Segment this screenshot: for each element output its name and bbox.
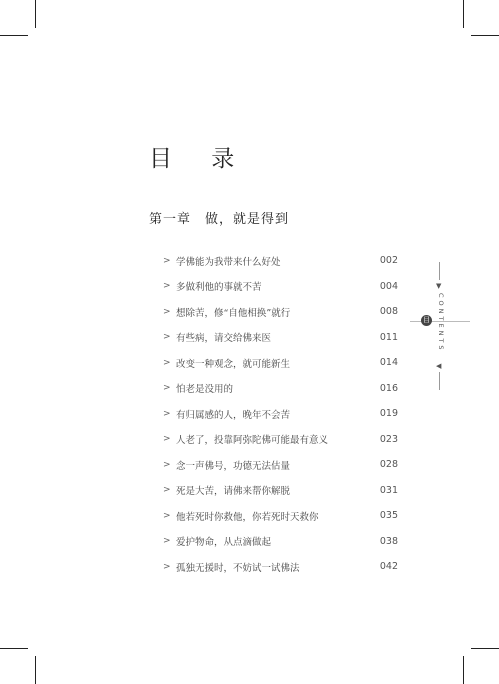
toc-item[interactable] (163, 401, 398, 427)
toc-item-page: 002 (379, 255, 398, 267)
crop-mark-bottom-left-horizontal (0, 648, 28, 649)
toc-item[interactable] (163, 503, 398, 529)
toc-item-title: 学佛能为我带来什么好处 (176, 256, 281, 268)
toc-item-title: 想除苦，修“自他相换”就行 (176, 307, 291, 319)
toc-item-title: 人老了，投靠阿弥陀佛可能最有意义 (176, 435, 329, 447)
toc-item-title: 改变一种观念，就可能新生 (176, 358, 291, 370)
chapter-heading: 第一章 做，就是得到 (149, 212, 290, 227)
toc-item-page: 008 (379, 306, 398, 318)
triangle-left-icon: ◀ (436, 362, 442, 370)
arrow-icon: > (163, 536, 171, 547)
crop-mark-top-right-horizontal (471, 35, 499, 36)
toc-item[interactable] (163, 376, 398, 402)
toc-item-page: 004 (379, 280, 398, 292)
toc-item[interactable] (163, 248, 398, 274)
toc-item-page: 014 (379, 357, 398, 369)
crop-mark-bottom-right-vertical (463, 656, 464, 684)
toc-item[interactable] (163, 554, 398, 580)
toc-item-page: 042 (379, 561, 398, 573)
toc-item[interactable] (163, 299, 398, 325)
arrow-icon: > (163, 281, 171, 292)
crop-mark-top-left-horizontal (0, 35, 28, 36)
page-title: 目 录 (149, 146, 251, 172)
arrow-icon: > (163, 255, 171, 266)
arrow-icon: > (163, 561, 171, 572)
toc-item-page: 038 (379, 535, 398, 547)
arrow-icon: > (163, 485, 171, 496)
toc-item-title: 念一声佛号，功德无法估量 (176, 460, 291, 472)
toc-item-title: 爱护物命，从点滴做起 (176, 537, 272, 549)
toc-item-title: 死是大苦，请佛来帮你解脱 (176, 486, 291, 498)
toc-item-page: 016 (379, 382, 398, 394)
arrow-icon: > (163, 306, 171, 317)
contents-side-label (437, 282, 447, 372)
crop-mark-bottom-right-horizontal (471, 648, 499, 649)
side-rule-top (439, 262, 440, 280)
toc-item-title: 怕老是没用的 (176, 384, 234, 396)
toc-item-page: 023 (379, 433, 398, 445)
arrow-icon: > (163, 510, 171, 521)
toc-item[interactable] (163, 350, 398, 376)
triangle-down-icon: ▼ (436, 282, 442, 290)
arrow-icon: > (163, 459, 171, 470)
crop-mark-top-right-vertical (463, 0, 464, 28)
toc-item[interactable] (163, 325, 398, 351)
toc-item[interactable] (163, 427, 398, 453)
arrow-icon: > (163, 332, 171, 343)
toc-item-title: 有些病，请交给佛来医 (176, 333, 272, 345)
toc-item[interactable] (163, 274, 398, 300)
toc-item-title: 多做利他的事就不苦 (176, 282, 262, 294)
contents-text: CONTENTS (437, 293, 445, 353)
toc-item-title: 孤独无援时，不妨试一试佛法 (176, 562, 300, 574)
toc-item[interactable] (163, 452, 398, 478)
toc-item[interactable] (163, 529, 398, 555)
toc-item-title: 有归属感的人，晚年不会苦 (176, 409, 291, 421)
toc-item[interactable] (163, 478, 398, 504)
crop-mark-bottom-left-vertical (35, 656, 36, 684)
contents-badge: 目 (423, 316, 430, 324)
arrow-icon: > (163, 357, 171, 368)
toc-item-page: 028 (379, 459, 398, 471)
arrow-icon: > (163, 383, 171, 394)
arrow-icon: > (163, 408, 171, 419)
toc-item-page: 019 (379, 408, 398, 420)
toc-item-title: 他若死时你救他，你若死时天救你 (176, 511, 319, 523)
arrow-icon: > (163, 434, 171, 445)
toc-item-page: 011 (379, 331, 398, 343)
toc-item-page: 031 (379, 484, 398, 496)
toc-list (163, 248, 398, 580)
toc-item-page: 035 (379, 510, 398, 522)
crop-mark-top-left-vertical (35, 0, 36, 28)
side-rule-bottom (439, 372, 440, 390)
